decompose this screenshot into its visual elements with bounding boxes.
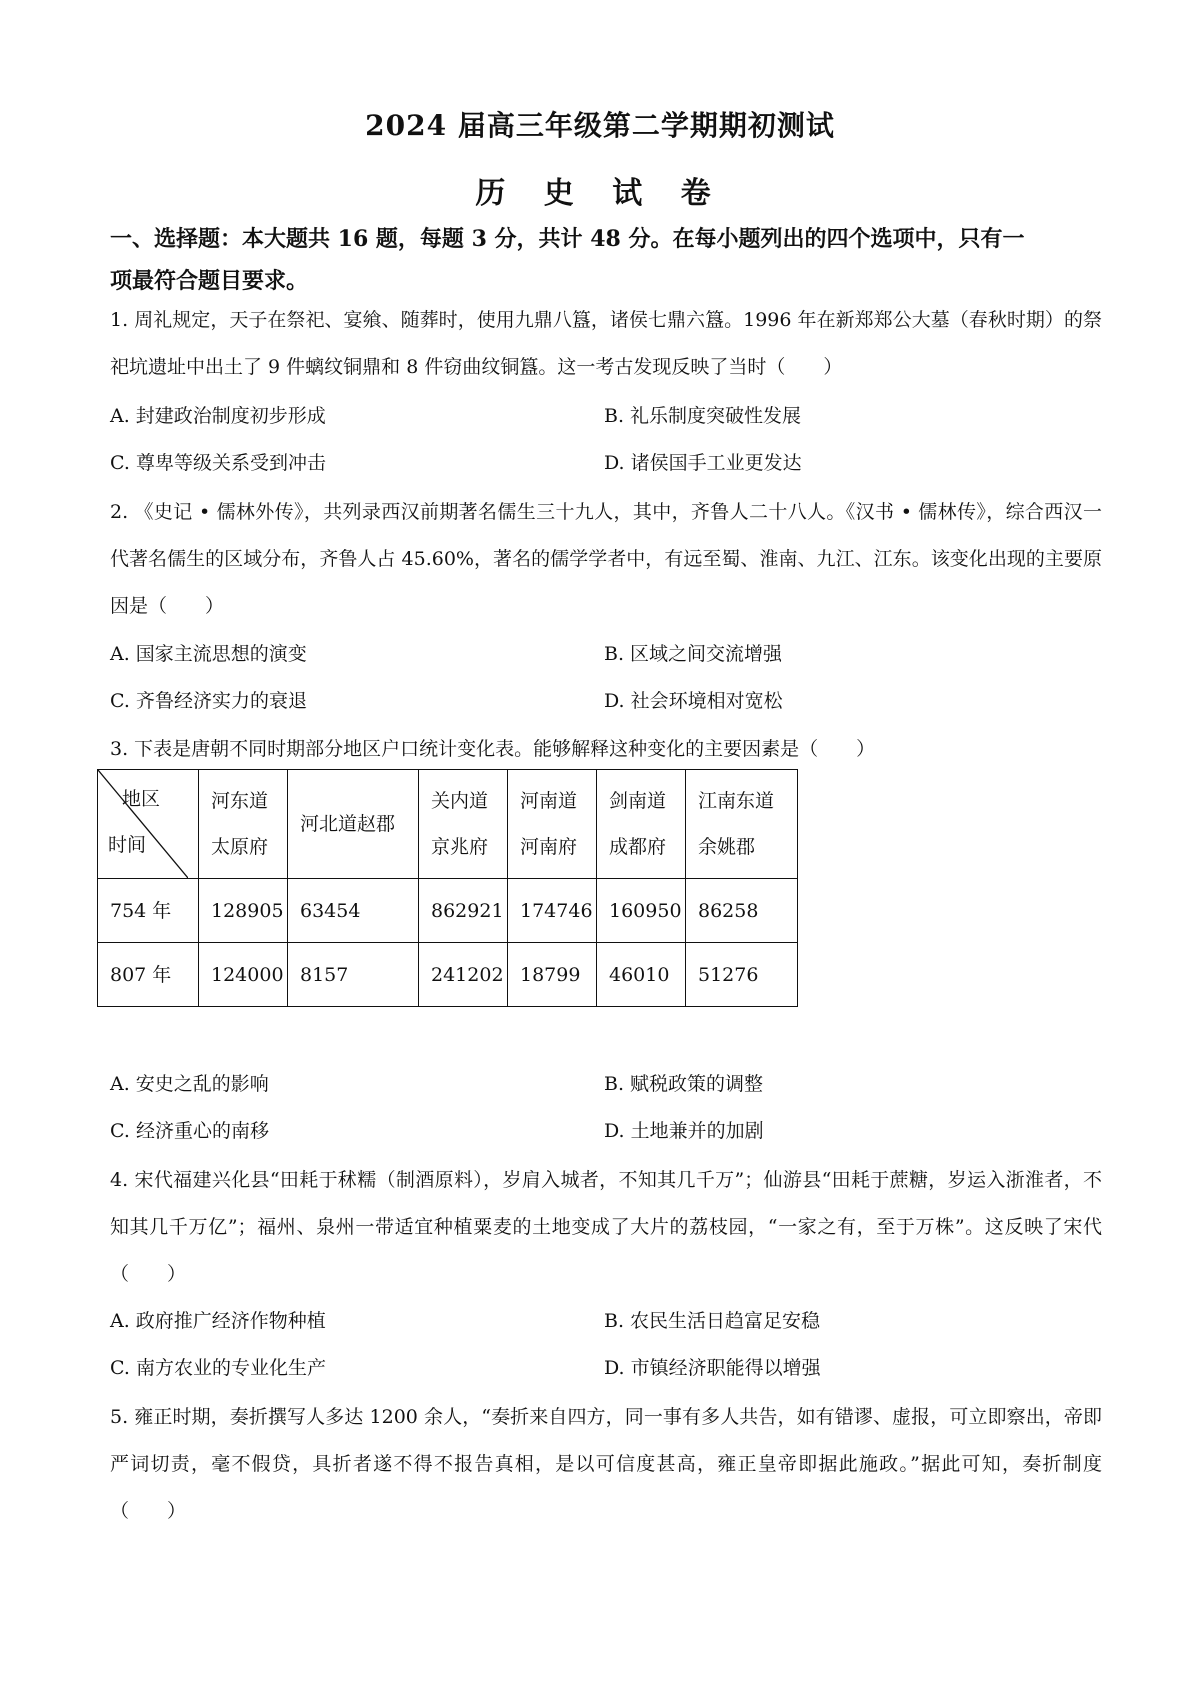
header-line: 剑南道 <box>609 790 667 812</box>
table-corner-cell <box>98 770 199 879</box>
household-table <box>97 769 798 1007</box>
question-1-option-c[interactable]: C. 尊卑等级关系受到冲击 <box>110 452 326 474</box>
question-4-stem: 4. 宋代福建兴化县“田耗于秫糯（制酒原料），岁肩入城者，不知其几千万”；仙游县“田耗于蔗糖，岁运入浙淮者，不知其几千万亿”；福州、泉州一带适宜种植粟麦的土地变成了大片的荔枝园，“一家之有，至于万株”。这反映了宋代（ ） <box>110 1169 1102 1285</box>
question-4-option-b[interactable]: B. 农民生活日趋富足安稳 <box>604 1310 821 1332</box>
exam-title: 2024 届高三年级第二学期期初测试 <box>365 109 835 142</box>
question-1-stem: 1. 周礼规定，天子在祭祀、宴飨、随葬时，使用九鼎八簋，诸侯七鼎六簋。1996 年在新郑郑公大墓（春秋时期）的祭祀坑遗址中出土了 9 件螭纹铜鼎和 8 件窃曲纹铜簋。这一考古发现反映了当时（ ） <box>110 309 1102 378</box>
table-cell: 862921 <box>419 879 508 943</box>
table-header-cell <box>288 770 419 879</box>
header-line: 余姚郡 <box>698 836 756 858</box>
question-3-option-b[interactable]: B. 赋税政策的调整 <box>604 1073 764 1095</box>
table-cell: 63454 <box>288 879 419 943</box>
section-heading-line2: 项最符合题目要求。 <box>110 268 309 294</box>
table-cell: 241202 <box>419 943 508 1007</box>
question-2-option-d[interactable]: D. 社会环境相对宽松 <box>604 690 783 712</box>
table-header-cell <box>199 770 288 879</box>
question-4-option-d[interactable]: D. 市镇经济职能得以增强 <box>604 1357 821 1379</box>
header-line: 关内道 <box>431 790 489 812</box>
table-cell: 174746 <box>508 879 597 943</box>
corner-label-region: 地区 <box>122 788 161 810</box>
table-cell: 160950 <box>597 879 686 943</box>
exam-subject-title: 历 史 试 卷 <box>475 176 725 211</box>
header-line: 河南道 <box>520 790 578 812</box>
table-cell: 46010 <box>597 943 686 1007</box>
header-line: 河东道 <box>211 790 269 812</box>
question-2-stem: 2. 《史记 • 儒林外传》，共列录西汉前期著名儒生三十九人，其中，齐鲁人二十八人。《汉书 • 儒林传》，综合西汉一代著名儒生的区域分布，齐鲁人占 45.60%，著名的儒学学者中，有远至蜀、淮南、九江、江东。该变化出现的主要原因是（ ） <box>110 501 1102 617</box>
question-3-option-a[interactable]: A. 安史之乱的影响 <box>110 1073 269 1095</box>
header-line: 河南府 <box>520 836 578 858</box>
question-3-stem: 3. 下表是唐朝不同时期部分地区户口统计变化表。能够解释这种变化的主要因素是（ ） <box>110 738 876 760</box>
section-heading-line1: 一、选择题：本大题共 16 题，每题 3 分，共计 48 分。在每小题列出的四个选项中，只有一 <box>110 226 1025 252</box>
question-3-option-c[interactable]: C. 经济重心的南移 <box>110 1120 269 1142</box>
table-year-cell: 807 年 <box>98 943 199 1007</box>
question-2-option-c[interactable]: C. 齐鲁经济实力的衰退 <box>110 690 307 712</box>
table-row <box>98 879 798 943</box>
header-line: 太原府 <box>211 836 269 858</box>
table-header-cell <box>686 770 798 879</box>
table-row <box>98 943 798 1007</box>
corner-label-time: 时间 <box>108 834 147 856</box>
header-line: 成都府 <box>609 836 667 858</box>
question-5-stem: 5. 雍正时期，奏折撰写人多达 1200 余人，“奏折来自四方，同一事有多人共告，如有错谬、虚报，可立即察出，帝即严词切责，毫不假贷，具折者遂不得不报告真相，是以可信度甚高，雍正皇帝即据此施政。”据此可知，奏折制度（ ） <box>110 1406 1102 1522</box>
table-year-cell: 754 年 <box>98 879 199 943</box>
table-header-row <box>98 770 798 879</box>
question-1-option-a[interactable]: A. 封建政治制度初步形成 <box>110 405 326 427</box>
table-header-cell <box>508 770 597 879</box>
question-1-option-b[interactable]: B. 礼乐制度突破性发展 <box>604 405 802 427</box>
question-4-option-c[interactable]: C. 南方农业的专业化生产 <box>110 1357 326 1379</box>
table-header-cell <box>419 770 508 879</box>
table-cell: 86258 <box>686 879 798 943</box>
table-cell: 8157 <box>288 943 419 1007</box>
table-cell: 124000 <box>199 943 288 1007</box>
question-2-option-b[interactable]: B. 区域之间交流增强 <box>604 643 783 665</box>
section-heading <box>110 218 1100 302</box>
header-line: 河北道赵郡 <box>300 813 396 835</box>
question-1-option-d[interactable]: D. 诸侯国手工业更发达 <box>604 452 802 474</box>
header-line: 京兆府 <box>431 836 489 858</box>
header-line: 江南东道 <box>698 790 775 812</box>
table-cell: 51276 <box>686 943 798 1007</box>
table-cell: 128905 <box>199 879 288 943</box>
question-4-option-a[interactable]: A. 政府推广经济作物种植 <box>110 1310 326 1332</box>
table-cell: 18799 <box>508 943 597 1007</box>
table-header-cell <box>597 770 686 879</box>
question-2-option-a[interactable]: A. 国家主流思想的演变 <box>110 643 307 665</box>
question-3-option-d[interactable]: D. 土地兼并的加剧 <box>604 1120 764 1142</box>
